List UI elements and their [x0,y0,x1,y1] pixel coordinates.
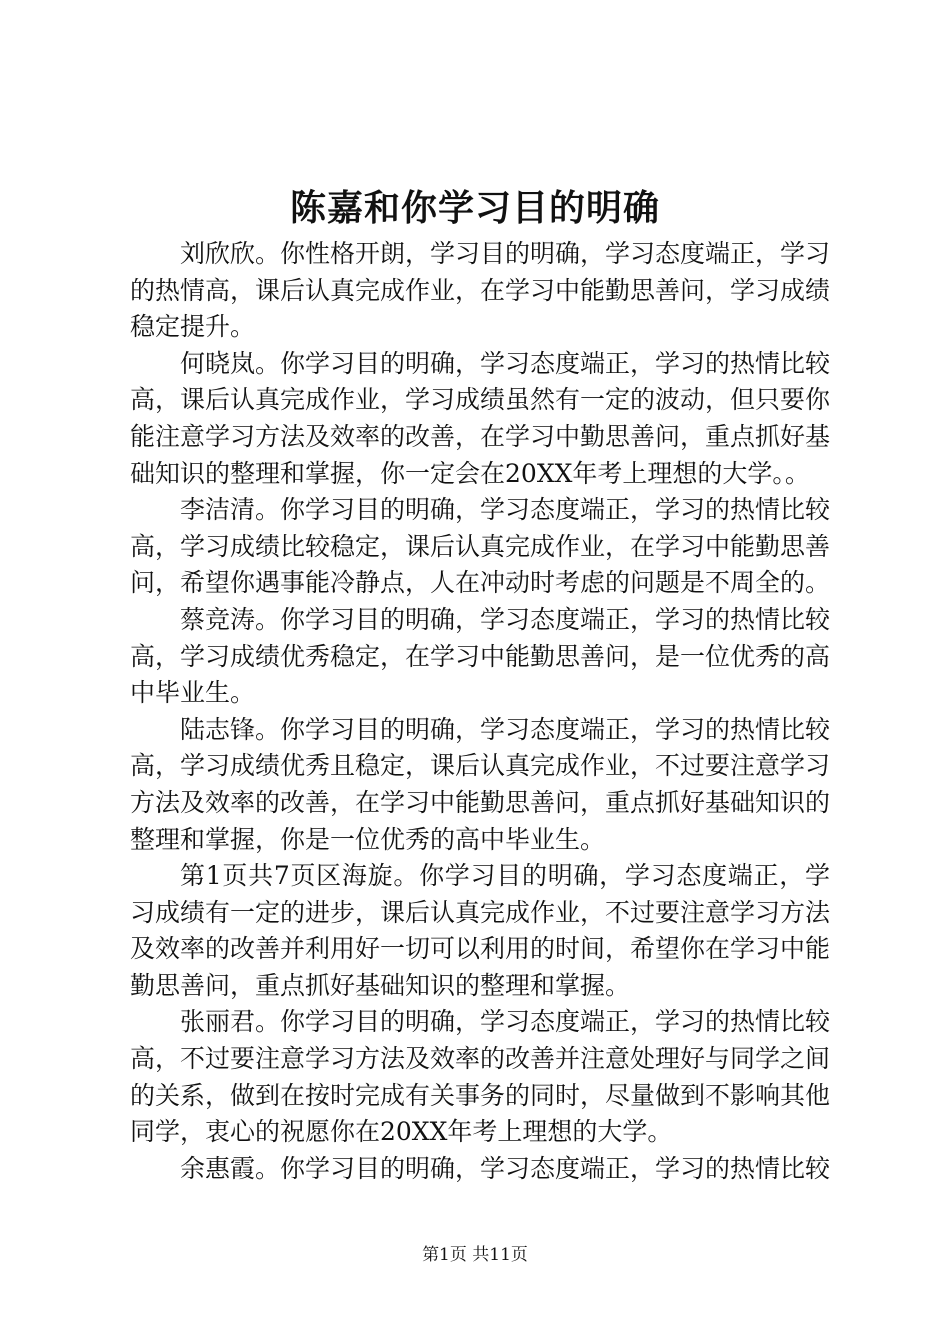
paragraph-cai-jingtao: 蔡竞涛。你学习目的明确，学习态度端正，学习的热情比较高，学习成绩优秀稳定，在学习中能勤思善问，是一位优秀的高中毕业生。 [130,604,830,708]
paragraph-ou-haixuan: 第1页共7页区海旋。你学习目的明确，学习态度端正，学习成绩有一定的进步，课后认真完成作业，不过要注意学习方法及效率的改善并利用好一切可以利用的时间，希望你在学习中能勤思善问，重点抓好基础知识的整理和掌握。 [130,861,830,1000]
document-body [130,236,830,1186]
paragraph-he-xiaolan: 何晓岚。你学习目的明确，学习态度端正，学习的热情比较高，课后认真完成作业，学习成绩虽然有一定的波动，但只要你能注意学习方法及效率的改善，在学习中勤思善问，重点抓好基础知识的整理和掌握，你一定会在20XX年考上理想的大学。。 [130,348,830,488]
paragraph-li-jieqing: 李洁清。你学习目的明确，学习态度端正，学习的热情比较高，学习成绩比较稳定，课后认真完成作业，在学习中能勤思善问，希望你遇事能冷静点，人在冲动时考虑的问题是不周全的。 [130,495,830,598]
paragraph-liu-xinxin: 刘欣欣。你性格开朗，学习目的明确，学习态度端正，学习的热情高，课后认真完成作业，在学习中能勤思善问，学习成绩稳定提升。 [130,239,830,342]
page-footer: 第1页 共11页 [422,1245,528,1265]
document-title: 陈嘉和你学习目的明确 [289,187,660,229]
paragraph-zhang-lijun: 张丽君。你学习目的明确，学习态度端正，学习的热情比较高，不过要注意学习方法及效率的改善并注意处理好与同学之间的关系，做到在按时完成有关事务的同时，尽量做到不影响其他同学，衷心的祝愿你在20XX年考上理想的大学。 [130,1007,830,1147]
paragraph-yu-huixia: 余惠霞。你学习目的明确，学习态度端正，学习的热情比较 [180,1153,830,1183]
paragraph-lu-zhifeng: 陆志锋。你学习目的明确，学习态度端正，学习的热情比较高，学习成绩优秀且稳定，课后认真完成作业，不过要注意学习方法及效率的改善，在学习中能勤思善问，重点抓好基础知识的整理和掌握，你是一位优秀的高中毕业生。 [130,714,830,854]
